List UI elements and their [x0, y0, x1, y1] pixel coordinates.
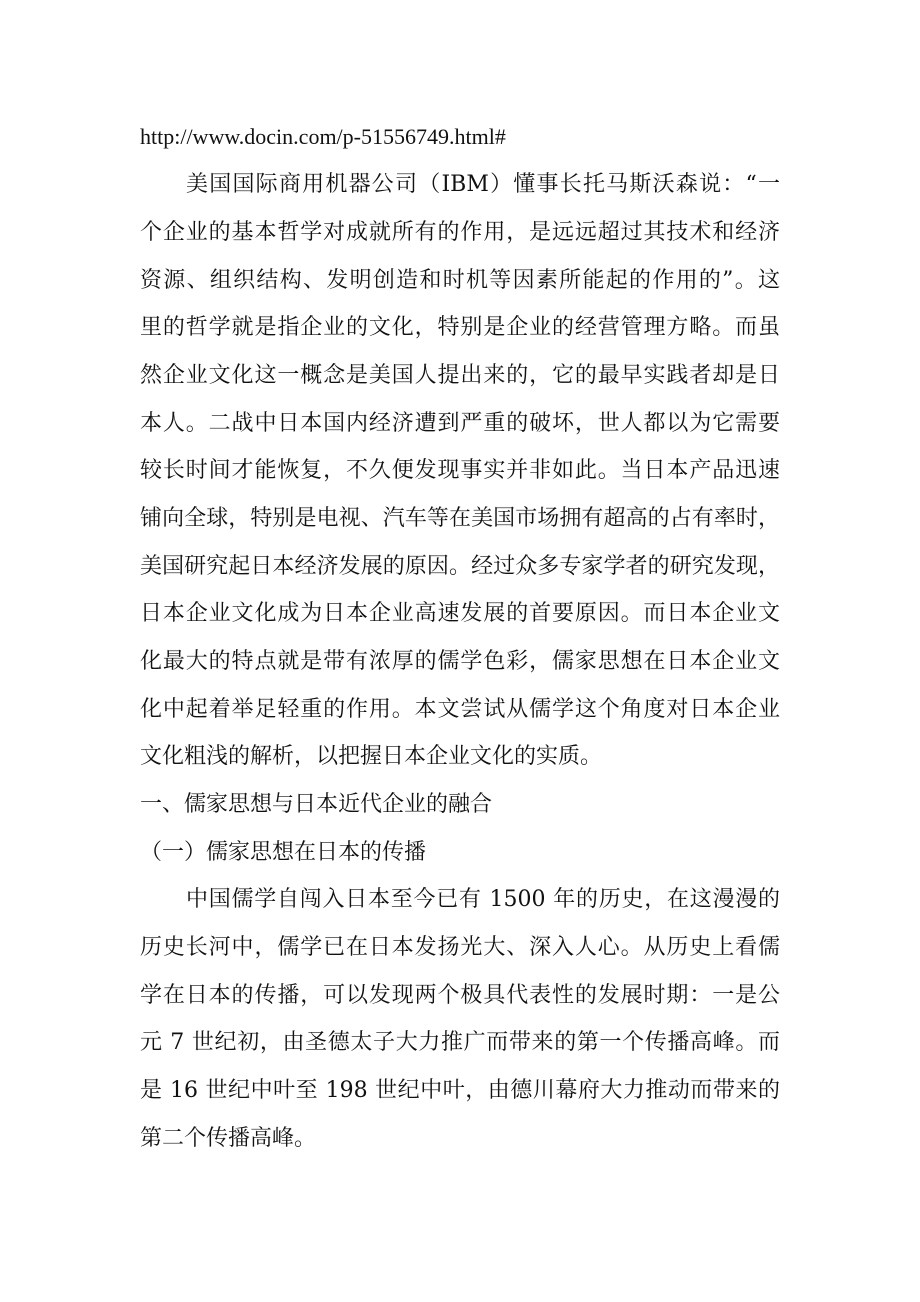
paragraph2-line: 历史长河中，儒学已在日本发扬光大、深入人心。从历史上看儒: [140, 935, 780, 960]
paragraph1-line: 化中起着举足轻重的作用。本文尝试从儒学这个角度对日本企业: [140, 697, 780, 722]
paragraph1-line: 资源、组织结构、发明创造和时机等因素所能起的作用的”。这: [140, 268, 780, 293]
paragraph2-line: 中国儒学自闯入日本至今已有 1500 年的历史，在这漫漫的: [186, 887, 780, 912]
section-heading: 一、儒家思想与日本近代企业的融合: [140, 792, 493, 817]
paragraph1-line: 铺向全球，特别是电视、汽车等在美国市场拥有超高的占有率时，: [140, 506, 780, 531]
subsection-heading: （一）儒家思想在日本的传播: [140, 840, 427, 865]
paragraph2-line: 是 16 世纪中叶至 198 世纪中叶，由德川幕府大力推动而带来的: [140, 1078, 780, 1103]
paragraph1-line: 文化粗浅的解析，以把握日本企业文化的实质。: [140, 744, 603, 769]
paragraph1-line: 然企业文化这一概念是美国人提出来的，它的最早实践者却是日: [140, 363, 780, 388]
paragraph2-line: 元 7 世纪初，由圣德太子大力推广而带来的第一个传播高峰。而: [140, 1030, 780, 1055]
paragraph1-line: 本人。二战中日本国内经济遭到严重的破坏，世人都以为它需要: [140, 411, 780, 436]
paragraph1-line: 日本企业文化成为日本企业高速发展的首要原因。而日本企业文: [140, 601, 780, 626]
paragraph1-line: 美国国际商用机器公司（IBM）懂事长托马斯沃森说：“一: [186, 172, 780, 197]
paragraph2-line: 学在日本的传播，可以发现两个极具代表性的发展时期：一是公: [140, 983, 780, 1008]
paragraph2-line: 第二个传播高峰。: [140, 1126, 317, 1151]
paragraph1-line: 化最大的特点就是带有浓厚的儒学色彩，儒家思想在日本企业文: [140, 649, 780, 674]
paragraph1-line: 较长时间才能恢复，不久便发现事实并非如此。当日本产品迅速: [140, 458, 780, 483]
paragraph1-line: 里的哲学就是指企业的文化，特别是企业的经营管理方略。而虽: [140, 315, 780, 340]
source-url: http://www.docin.com/p-51556749.html#: [140, 124, 506, 149]
paragraph1-line: 美国研究起日本经济发展的原因。经过众多专家学者的研究发现，: [140, 554, 780, 579]
paragraph1-line: 个企业的基本哲学对成就所有的作用，是远远超过其技术和经济: [140, 220, 780, 245]
